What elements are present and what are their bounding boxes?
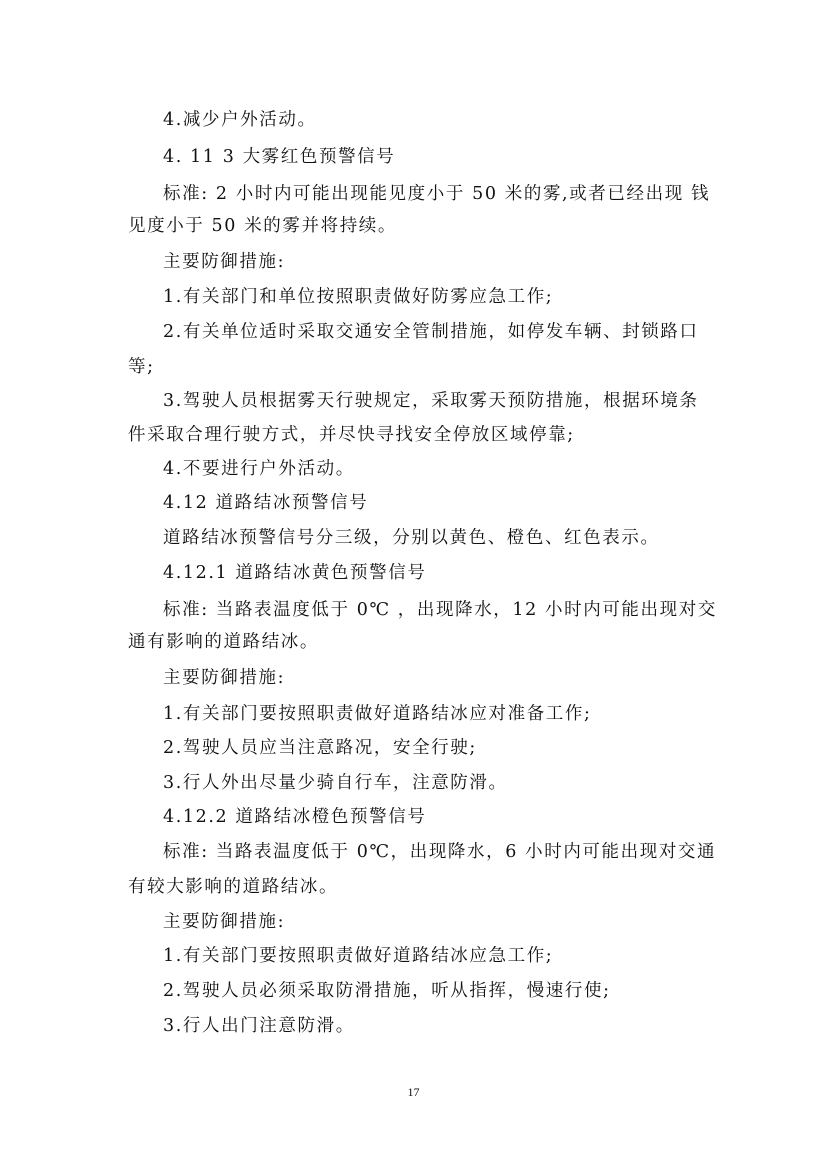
text-line: 有较大影响的道路结冰。 xyxy=(128,877,339,897)
text-line: 通有影响的道路结冰。 xyxy=(128,632,319,652)
text-line: 见度小于 50 米的雾并将持续。 xyxy=(128,216,397,236)
text-line: 4.减少户外活动。 xyxy=(163,110,317,130)
text-line: 1.有关部门要按照职责做好道路结冰应对准备工作; xyxy=(163,704,592,724)
text-line: 3.行人出门注意防滑。 xyxy=(163,1016,355,1036)
section-heading: 4.12.1 道路结冰黄色预警信号 xyxy=(163,563,427,583)
text-line: 4.不要进行户外活动。 xyxy=(163,459,355,479)
section-heading: 4.12.2 道路结冰橙色预警信号 xyxy=(163,807,427,827)
text-line: 标准: 2 小时内可能出现能见度小于 50 米的雾,或者已经出现 钱 xyxy=(163,184,711,204)
text-line: 2.有关单位适时采取交通安全管制措施，如停发车辆、封锁路口 xyxy=(163,322,699,342)
text-line: 1.有关部门要按照职责做好道路结冰应急工作; xyxy=(163,946,554,966)
text-line: 件采取合理行驶方式，并尽快寻找安全停放区域停靠; xyxy=(128,425,575,445)
text-line: 主要防御措施: xyxy=(163,668,286,688)
text-line: 标准: 当路表温度低于 0℃，出现降水，6 小时内可能出现对交通 xyxy=(163,842,717,862)
text-line: 3.驾驶人员根据雾天行驶规定，采取雾天预防措施，根据环境条 xyxy=(163,391,699,411)
text-line: 标准: 当路表温度低于 0℃ ，出现降水，12 小时内可能出现对交 xyxy=(163,600,717,620)
text-line: 主要防御措施: xyxy=(163,912,286,932)
text-line: 2.驾驶人员必须采取防滑措施，听从指挥，慢速行使; xyxy=(163,981,611,1001)
section-heading: 4.12 道路结冰预警信号 xyxy=(163,493,369,513)
section-heading: 4. 11 3 大雾红色预警信号 xyxy=(163,147,396,167)
page-number: 17 xyxy=(407,1085,420,1099)
text-line: 道路结冰预警信号分三级，分别以黄色、橙色、红色表示。 xyxy=(163,528,660,548)
text-line: 等; xyxy=(128,357,155,377)
text-line: 主要防御措施: xyxy=(163,252,286,272)
text-line: 1.有关部门和单位按照职责做好防雾应急工作; xyxy=(163,287,554,307)
text-line: 3.行人外出尽量少骑自行车，注意防滑。 xyxy=(163,773,508,793)
text-line: 2.驾驶人员应当注意路况，安全行驶; xyxy=(163,738,477,758)
